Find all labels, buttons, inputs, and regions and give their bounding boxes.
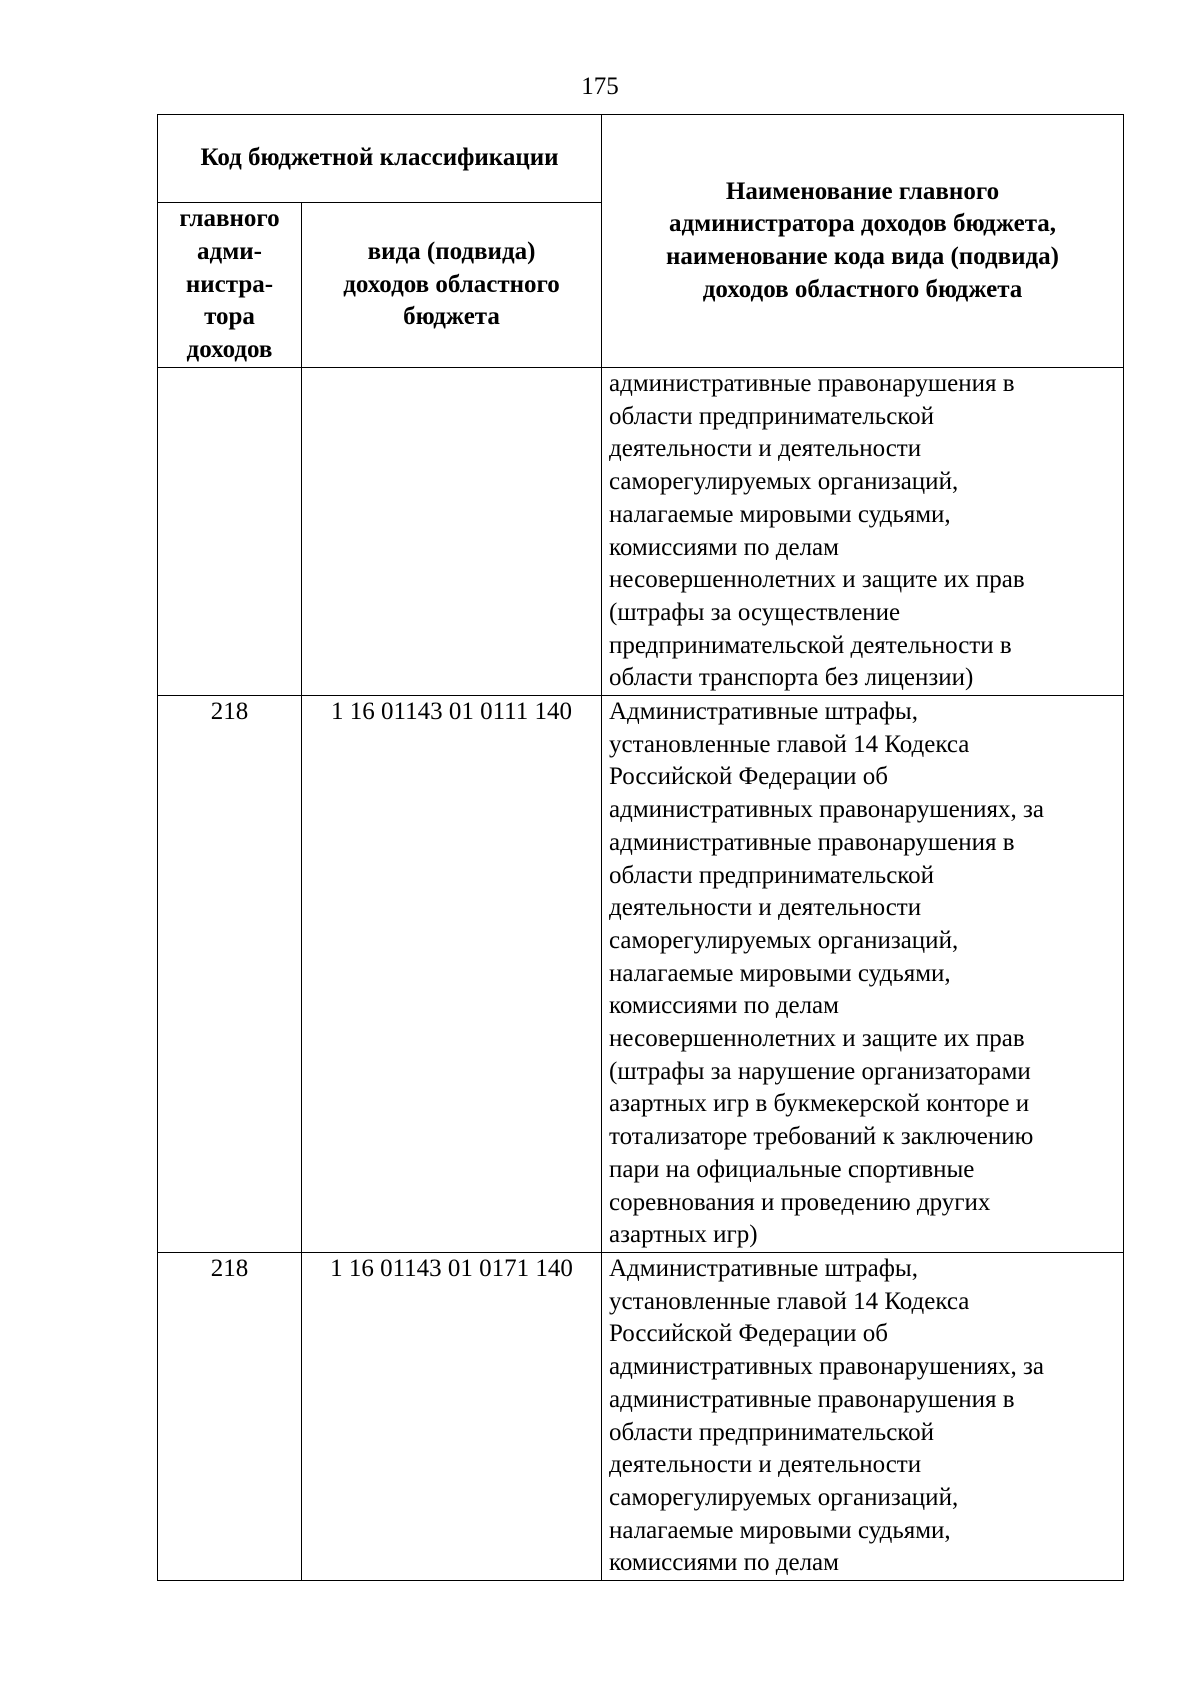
revenue-name-line: деятельности и деятельности — [609, 894, 922, 922]
kbk-code-cell: 1 16 01143 01 0111 140 — [302, 696, 602, 1253]
revenue-name-cell — [602, 1252, 1124, 1580]
table-row — [158, 1252, 1124, 1580]
revenue-name-line: административные правонарушения в — [609, 1385, 1015, 1413]
header-kbk-line: вида (подвида) — [367, 237, 536, 265]
header-kbk-line: бюджета — [403, 303, 500, 331]
revenue-name-line: предпринимательской деятельности в — [609, 631, 1012, 659]
revenue-name-cell — [602, 696, 1124, 1253]
header-admin-line: главного — [179, 205, 280, 233]
revenue-name-line: налагаемые мировыми судьями, — [609, 500, 951, 528]
header-admin-line: доходов — [186, 336, 273, 364]
revenue-name-line: области предпринимательской — [609, 1418, 935, 1446]
header-name-line: доходов областного бюджета — [702, 275, 1023, 303]
header-admin-line: нистра- — [185, 270, 274, 298]
revenue-name-line: установленные главой 14 Кодекса — [609, 1287, 970, 1315]
header-kbk-line: доходов областного — [343, 270, 560, 298]
revenue-name-line: деятельности и деятельности — [609, 1451, 922, 1479]
header-admin-column — [158, 203, 302, 368]
revenue-name-line: Административные штрафы, — [609, 1254, 918, 1282]
revenue-name-line: азартных игр) — [609, 1221, 758, 1249]
revenue-name-line: несовершеннолетних и защите их прав — [609, 566, 1025, 594]
revenue-name-line: административных правонарушениях, за — [609, 796, 1044, 824]
revenue-name-line: саморегулируемых организаций, — [609, 926, 959, 954]
header-budget-classification-code — [158, 115, 602, 203]
revenue-name-line: пари на официальные спортивные — [609, 1155, 975, 1183]
table-row — [158, 696, 1124, 1253]
revenue-name-line: установленные главой 14 Кодекса — [609, 730, 970, 758]
revenue-name-line: области предпринимательской — [609, 402, 935, 430]
revenue-name-line: Российской Федерации об — [609, 763, 888, 791]
revenue-name-line: налагаемые мировыми судьями, — [609, 1516, 951, 1544]
header-admin-line: тора — [204, 303, 255, 331]
admin-code-cell — [158, 368, 302, 696]
admin-code-cell: 218 — [158, 1252, 302, 1580]
header-group-title: Код бюджетной классификации — [200, 144, 559, 172]
page-number: 175 — [581, 73, 619, 100]
revenue-name-line: комиссиями по делам — [609, 992, 839, 1020]
revenue-name-line: комиссиями по делам — [609, 1549, 839, 1577]
budget-classification-table — [157, 114, 1124, 1581]
revenue-name-cell — [602, 368, 1124, 696]
revenue-name-line: области предпринимательской — [609, 861, 935, 889]
revenue-name-line: области транспорта без лицензии) — [609, 664, 974, 692]
kbk-code-cell: 1 16 01143 01 0171 140 — [302, 1252, 602, 1580]
revenue-name-line: Административные штрафы, — [609, 698, 918, 726]
header-name-line: администратора доходов бюджета, — [668, 210, 1057, 238]
revenue-name-line: тотализаторе требований к заключению — [609, 1123, 1034, 1151]
revenue-name-line: (штрафы за осуществление — [609, 598, 901, 626]
revenue-name-line: саморегулируемых организаций, — [609, 468, 959, 496]
revenue-name-line: Российской Федерации об — [609, 1320, 888, 1348]
kbk-code-cell — [302, 368, 602, 696]
header-name-line: Наименование главного — [725, 177, 1000, 205]
revenue-name-line: саморегулируемых организаций, — [609, 1483, 959, 1511]
revenue-name-line: соревнования и проведению других — [609, 1188, 991, 1216]
table-row — [158, 368, 1124, 696]
revenue-name-line: несовершеннолетних и защите их прав — [609, 1025, 1025, 1053]
header-name-line: наименование кода вида (подвида) — [666, 243, 1059, 270]
admin-code-cell: 218 — [158, 696, 302, 1253]
revenue-name-line: азартных игр в букмекерской конторе и — [609, 1090, 1030, 1118]
revenue-name-line: административные правонарушения в — [609, 828, 1015, 856]
header-admin-line: адми- — [197, 237, 262, 265]
header-name-column — [602, 115, 1124, 368]
revenue-name-line: налагаемые мировыми судьями, — [609, 959, 951, 987]
revenue-name-line: деятельности и деятельности — [609, 435, 922, 463]
revenue-name-line: (штрафы за нарушение организаторами — [609, 1057, 1031, 1085]
revenue-name-line: административных правонарушениях, за — [609, 1353, 1044, 1381]
header-kbk-column — [302, 203, 602, 368]
table-body — [158, 368, 1124, 1581]
revenue-name-line: административные правонарушения в — [609, 370, 1015, 397]
revenue-name-line: комиссиями по делам — [609, 533, 839, 561]
